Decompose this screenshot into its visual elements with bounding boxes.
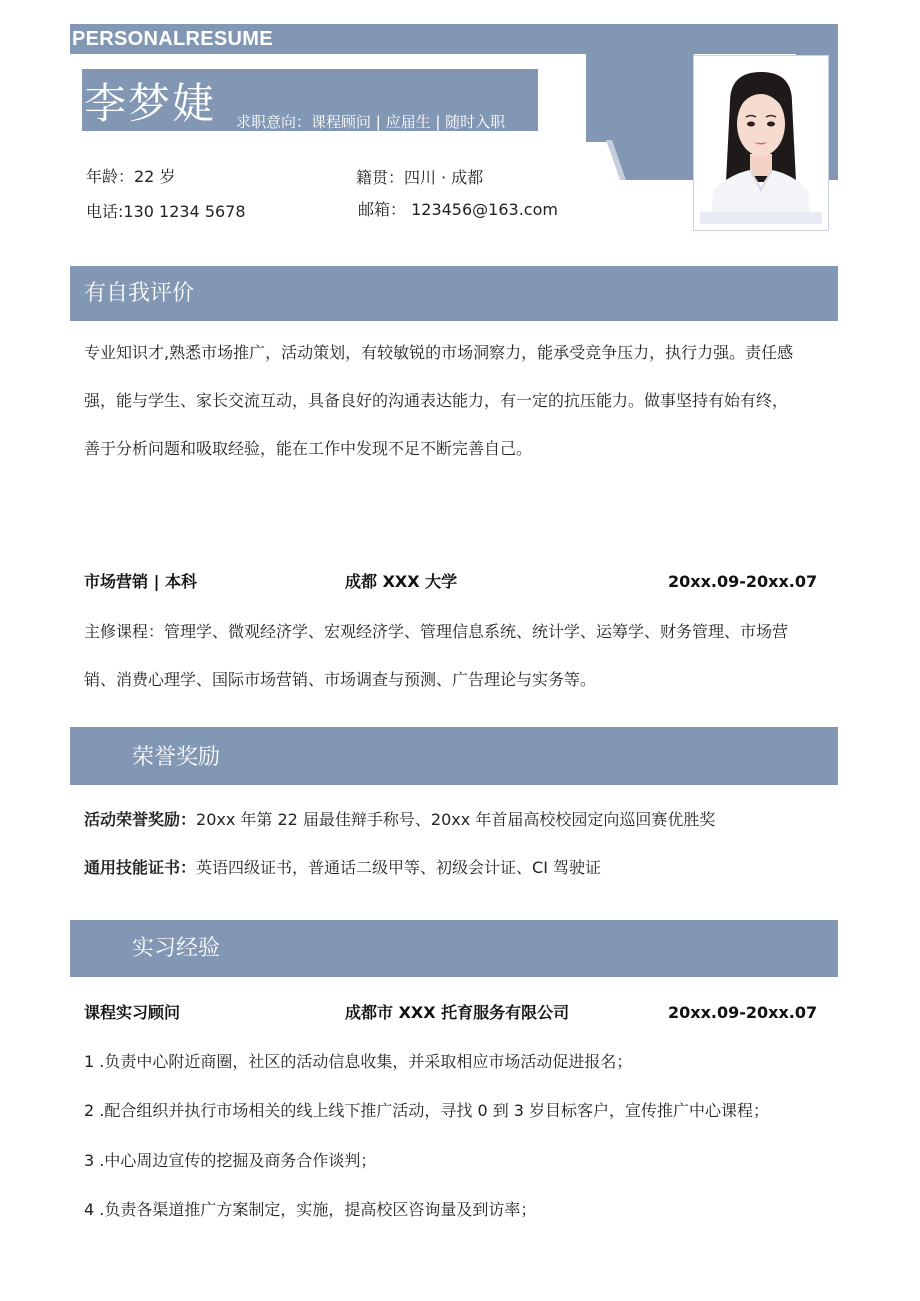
intern-role: 课程实习顾问	[84, 1003, 181, 1022]
self-eval-text	[84, 329, 836, 473]
intern-item: 1 .负责中心附近商圈，社区的活动信息收集，并采取相应市场活动促进报名；	[84, 1052, 633, 1071]
job-intent: 求职意向：课程顾问 | 应届生 | 随时入职	[236, 113, 506, 131]
age: 年龄：22 岁	[86, 167, 176, 186]
intern-item: 3 .中心周边宣传的挖掘及商务合作谈判；	[84, 1151, 377, 1170]
edu-courses-line: 主修课程：管理学、微观经济学、宏观经济学、管理信息系统、统计学、运筹学、财务管理、市场营	[84, 622, 789, 641]
self-eval-title: 有自我评价	[84, 281, 195, 306]
cert-label: 通用技能证书：	[84, 858, 197, 877]
cert-value: 英语四级证书，普通话二级甲等、初级会计证、CI 驾驶证	[196, 858, 601, 877]
activity-value: 20xx 年第 22 届最佳辩手称号、20xx 年首届高校校园定向巡回赛优胜奖	[196, 810, 716, 829]
phone: 电话:130 1234 5678	[86, 202, 246, 221]
internship-title: 实习经验	[132, 936, 221, 961]
self-eval-line: 专业知识才,熟悉市场推广，活动策划，有较敏锐的市场洞察力，能承受竞争压力，执行力强。责任感	[84, 343, 794, 362]
email: 邮箱： 123456@163.com	[358, 200, 558, 219]
avatar	[700, 62, 822, 224]
self-eval-line: 强，能与学生、家长交流互动，具备良好的沟通表达能力，有一定的抗压能力。做事坚持有始有终，	[84, 391, 789, 410]
activity-label: 活动荣誉奖励：	[84, 810, 197, 829]
intern-item: 4 .负责各渠道推广方案制定，实施，提高校区咨询量及到访率；	[84, 1200, 537, 1219]
intern-item: 2 .配合组织并执行市场相关的线上线下推广活动，寻找 0 到 3 岁目标客户，宣传推广中心课程；	[84, 1101, 770, 1120]
honors-title: 荣誉奖励	[132, 745, 221, 770]
intern-period: 20xx.09-20xx.07	[668, 1003, 818, 1022]
edu-period: 20xx.09-20xx.07	[668, 572, 818, 591]
skill-certs	[84, 857, 601, 879]
edu-school: 成都 XXX 大学	[345, 572, 458, 591]
resume-title: PERSONALRESUME	[72, 28, 273, 50]
edu-courses	[84, 608, 836, 704]
edu-major: 市场营销 | 本科	[84, 572, 197, 591]
candidate-name: 李梦婕	[84, 79, 217, 128]
edu-courses-line: 销、消费心理学、国际市场营销、市场调查与预测、广告理论与实务等。	[84, 670, 597, 689]
self-eval-line: 善于分析问题和吸取经验，能在工作中发现不足不断完善自己。	[84, 439, 533, 458]
hometown: 籍贯：四川 · 成都	[356, 168, 484, 187]
activity-honors	[84, 809, 715, 831]
intern-company: 成都市 XXX 托育服务有限公司	[345, 1003, 570, 1022]
